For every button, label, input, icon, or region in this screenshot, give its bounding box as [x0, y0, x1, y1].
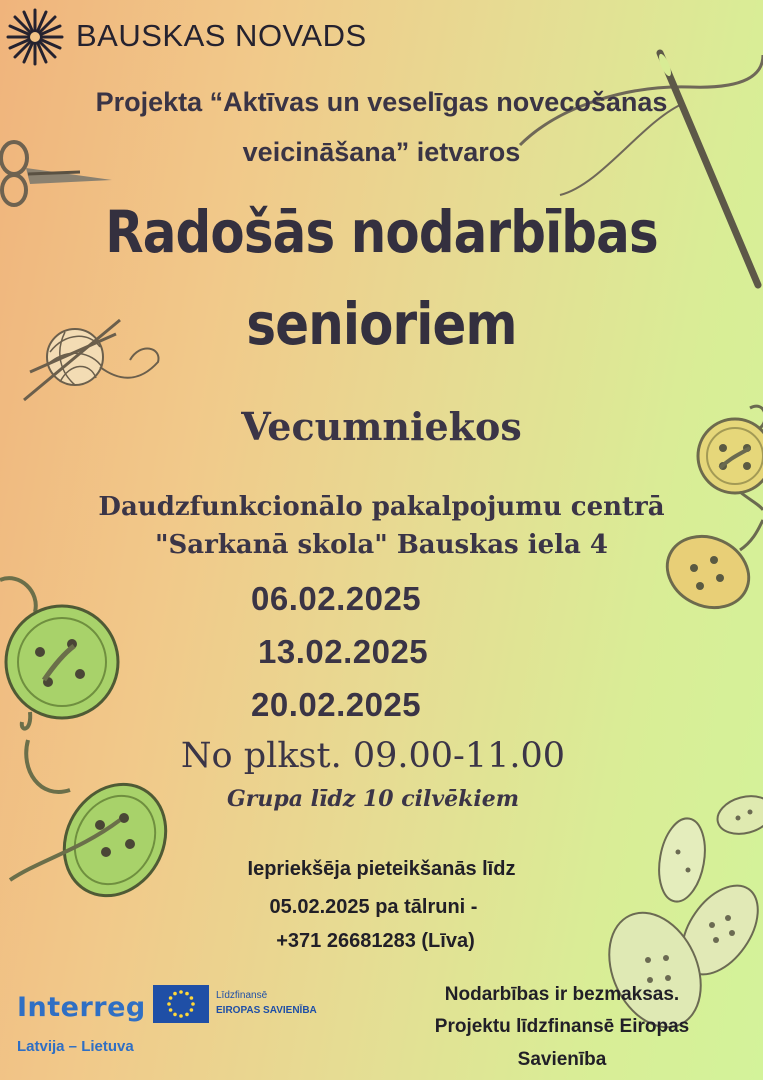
eu-flag-icon: [153, 985, 209, 1023]
project-line-1: Projekta “Aktīvas un veselīgas novecošanas: [95, 87, 668, 117]
free-of-charge-note: Nodarbības ir bezmaksas.: [444, 984, 680, 1005]
venue-line-2: "Sarkanā skola" Bauskas iela 4: [154, 530, 609, 560]
date-3: 20.02.2025: [251, 686, 422, 723]
green-button-tilted-icon: [0, 740, 180, 915]
yellow-button-top-icon: [690, 400, 763, 510]
registration-line-1: Iepriekšēja pieteikšanās līdz: [247, 858, 516, 880]
eu-cofinanced-label: Līdzfinansē: [216, 990, 268, 1001]
cofinanced-note: Projektu līdzfinansē Eiropas: [434, 1016, 690, 1037]
venue-line-1: Daudzfunkcionālo pakalpojumu centrā: [98, 492, 665, 522]
title-line-1: Radošās nodarbības: [105, 198, 658, 266]
project-line-2: veicināšana” ietvaros: [242, 137, 521, 167]
logo-text: BAUSKAS NOVADS: [76, 18, 367, 53]
registration-line-3: +371 26681283 (Līva): [276, 930, 475, 952]
title-line-2: senioriem: [246, 290, 517, 358]
interreg-logo: Interreg: [17, 992, 146, 1023]
time-range: No plkst. 09.00-11.00: [180, 736, 566, 776]
location-town: Vecumniekos: [241, 404, 522, 449]
eu-name-label: EIROPAS SAVIENĪBA: [216, 1005, 317, 1016]
group-size: Grupa līdz 10 cilvēkiem: [227, 786, 519, 812]
interreg-region: Latvija – Lietuva: [17, 1038, 134, 1055]
yellow-button-bottom-icon: [660, 530, 763, 615]
cofinanced-note-end: Savienība: [517, 1049, 607, 1070]
registration-line-2: 05.02.2025 pa tālruni -: [269, 896, 478, 918]
green-button-large-icon: [0, 572, 130, 732]
bauskas-logo-icon: [4, 6, 66, 68]
date-2: 13.02.2025: [258, 633, 429, 670]
date-1: 06.02.2025: [251, 580, 422, 617]
